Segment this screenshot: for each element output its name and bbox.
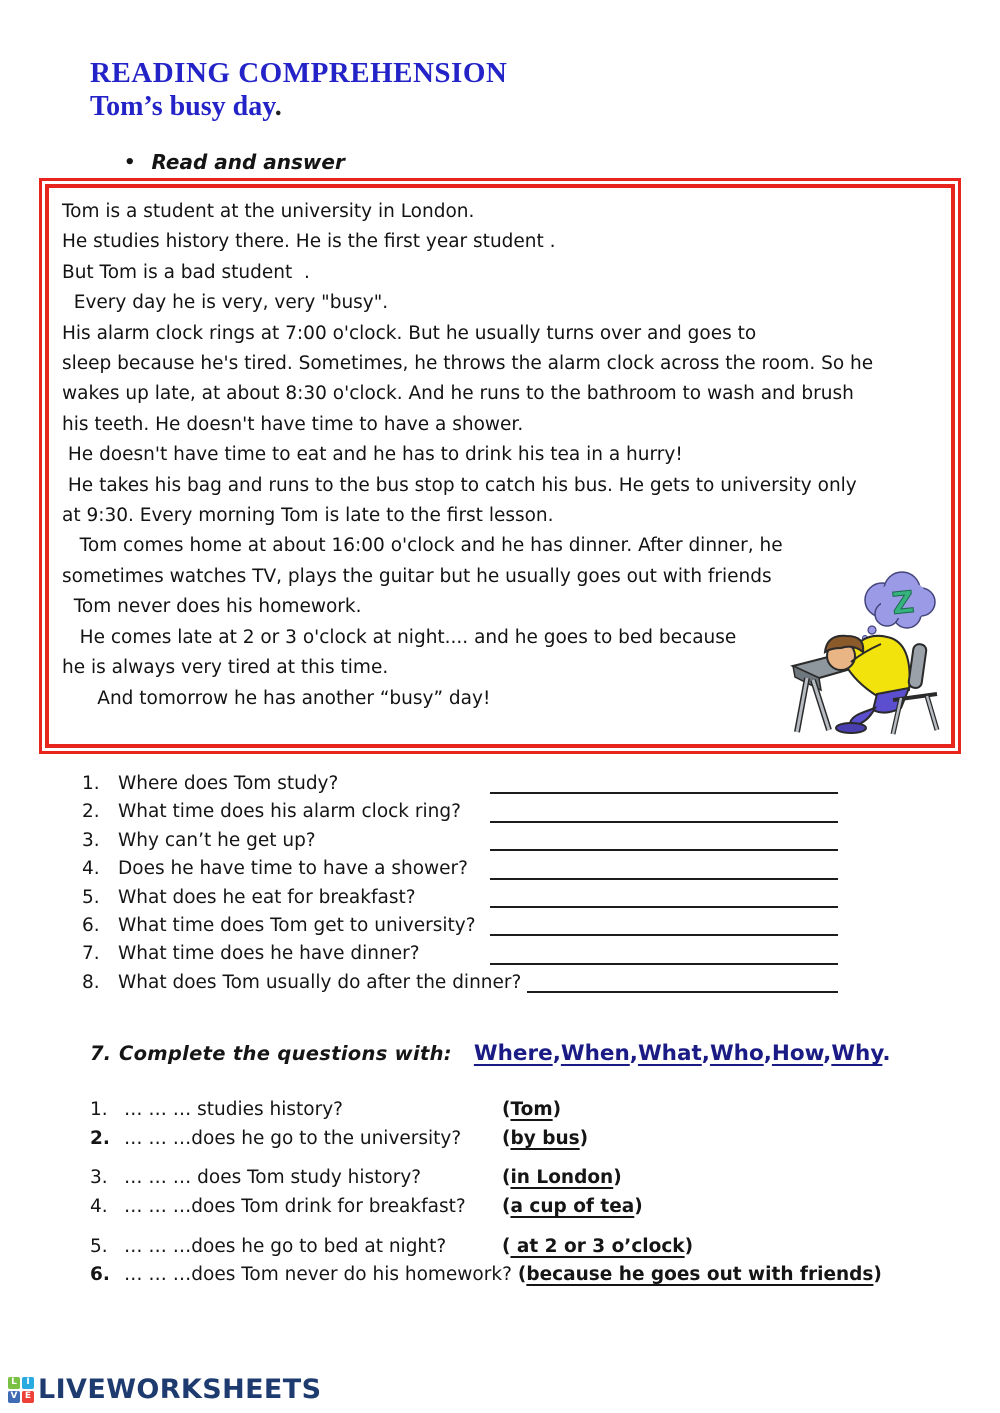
question-text: What time does he have dinner? — [118, 943, 420, 965]
complete-item-row — [90, 1233, 920, 1262]
passage-line: he is always very tired at this time. — [62, 657, 389, 679]
item-prompt[interactable]: … … …does Tom never do his homework? — [124, 1264, 512, 1286]
paren-close: ) — [684, 1235, 694, 1257]
question-word: Where — [473, 1041, 553, 1067]
word-separator: , — [701, 1041, 710, 1067]
answer-blank-line[interactable] — [527, 971, 838, 993]
paren-close: ) — [579, 1127, 589, 1149]
item-answer — [502, 1233, 693, 1262]
passage-line: Tom is a student at the university in London. — [62, 201, 475, 222]
question-word: When — [560, 1041, 630, 1067]
question-word: What — [637, 1041, 702, 1067]
logo-letter: I — [22, 1377, 34, 1389]
question-text: What time does his alarm clock ring? — [118, 801, 461, 823]
answer-blank-line[interactable] — [490, 801, 838, 823]
passage-line: And tomorrow he has another “busy” day! — [62, 687, 491, 709]
sleeping-student-illustration — [789, 568, 947, 740]
logo-letter: V — [8, 1391, 20, 1403]
item-prompt[interactable]: … … …does he go to the university? — [124, 1127, 462, 1149]
passage-line: Tom comes home at about 16:00 o'clock and he has dinner. After dinner, he — [62, 535, 783, 557]
answer-blank-line[interactable] — [490, 858, 838, 880]
question-row — [82, 884, 838, 912]
svg-text:Z: Z — [890, 584, 916, 622]
reading-passage-box — [45, 184, 955, 748]
question-text: Why can’t he get up? — [118, 829, 316, 851]
thought-bubble-icon — [863, 572, 936, 641]
item-answer — [518, 1261, 882, 1290]
question-text: What time does Tom get to university? — [118, 914, 476, 936]
item-number: 6. — [90, 1264, 110, 1286]
question-text: Does he have time to have a shower? — [118, 858, 468, 880]
question-number: 7. — [82, 943, 100, 965]
word-separator: , — [552, 1041, 561, 1067]
question-text: Where does Tom study? — [118, 772, 339, 794]
answer-text: in London — [510, 1167, 614, 1189]
question-word: How — [771, 1041, 824, 1067]
bullet-icon: • — [124, 151, 136, 173]
question-number: 5. — [82, 886, 100, 908]
question-text: What does he eat for breakfast? — [118, 886, 416, 908]
complete-item-row — [90, 1261, 920, 1290]
paren-close: ) — [613, 1167, 622, 1189]
word-separator: , — [629, 1041, 638, 1067]
answer-blank-line[interactable] — [490, 772, 838, 794]
questions-list — [82, 770, 838, 997]
page-subtitle-row — [90, 90, 1000, 124]
item-number: 4. — [90, 1195, 108, 1217]
question-number: 6. — [82, 914, 100, 936]
answer-text: at 2 or 3 o’clock — [510, 1235, 685, 1257]
complete-questions-list — [90, 1096, 920, 1290]
passage-line: wakes up late, at about 8:30 o'clock. And he runs to the bathroom to wash and brush — [62, 383, 854, 405]
question-word: Who — [709, 1041, 764, 1067]
instruction-label: Read and answer — [151, 150, 345, 174]
paren-open: ( — [517, 1264, 527, 1286]
paren-open: ( — [502, 1195, 511, 1217]
passage-line: He takes his bag and runs to the bus stop to catch his bus. He gets to university only — [62, 474, 857, 496]
passage-line: his teeth. He doesn't have time to have a shower. — [62, 413, 524, 435]
question-row — [82, 940, 838, 968]
answer-blank-line[interactable] — [490, 886, 838, 908]
question-number: 1. — [82, 772, 100, 794]
question-row — [82, 770, 838, 798]
passage-line: Tom never does his homework. — [62, 596, 362, 618]
header — [90, 56, 1000, 124]
item-answer — [502, 1164, 622, 1193]
page-title: READING COMPREHENSION — [90, 57, 508, 89]
answer-blank-line[interactable] — [490, 914, 838, 936]
passage-line: But Tom is a bad student . — [62, 261, 310, 283]
paren-close: ) — [634, 1195, 643, 1217]
instruction-row — [124, 150, 1000, 174]
subtitle-period: . — [274, 91, 282, 122]
question-text: What does Tom usually do after the dinner? — [118, 971, 522, 993]
item-answer — [502, 1125, 588, 1154]
item-answer — [502, 1096, 561, 1125]
question-number: 4. — [82, 858, 100, 880]
item-prompt[interactable]: … … …does he go to bed at night? — [124, 1235, 447, 1257]
item-answer — [502, 1193, 643, 1222]
page-subtitle: Tom’s busy day — [90, 91, 275, 122]
paren-open: ( — [502, 1127, 511, 1149]
section7-number: 7. — [90, 1042, 111, 1066]
paren-close: ) — [552, 1099, 562, 1121]
item-number: 1. — [90, 1099, 108, 1121]
answer-text: a cup of tea — [510, 1195, 635, 1217]
answer-text: Tom — [510, 1099, 553, 1121]
item-number: 2. — [90, 1127, 110, 1149]
passage-wrap — [45, 184, 955, 748]
passage-line: at 9:30. Every morning Tom is late to the first lesson. — [62, 505, 554, 527]
sentence-period: . — [882, 1041, 891, 1067]
complete-item-row — [90, 1193, 920, 1222]
paren-close: ) — [873, 1264, 882, 1286]
question-number: 8. — [82, 971, 100, 993]
passage-line: Every day he is very, very "busy". — [62, 292, 389, 314]
item-prompt[interactable]: … … … does Tom study history? — [124, 1167, 422, 1189]
passage-line: He doesn't have time to eat and he has to drink his tea in a hurry! — [62, 444, 683, 466]
answer-blank-line[interactable] — [490, 829, 838, 851]
item-number: 5. — [90, 1235, 108, 1257]
question-row — [82, 855, 838, 883]
passage-line: He comes late at 2 or 3 o'clock at night.... and he goes to bed because — [62, 626, 737, 648]
question-row — [82, 969, 838, 997]
footer — [8, 1374, 321, 1405]
paren-open: ( — [502, 1167, 511, 1189]
passage-line: His alarm clock rings at 7:00 o'clock. But he usually turns over and goes to — [62, 322, 757, 344]
question-number: 3. — [82, 829, 100, 851]
question-row — [82, 827, 838, 855]
word-separator: , — [763, 1041, 772, 1067]
question-row — [82, 912, 838, 940]
item-prompt[interactable]: … … …does Tom drink for breakfast? — [124, 1195, 466, 1217]
item-prompt[interactable]: … … … studies history? — [124, 1099, 343, 1121]
answer-blank-line[interactable] — [490, 943, 838, 965]
paren-open: ( — [502, 1099, 511, 1121]
complete-item-row — [90, 1164, 920, 1193]
liveworksheets-logo-icon[interactable] — [8, 1377, 34, 1403]
question-words — [474, 1041, 891, 1066]
question-word: Why — [831, 1041, 883, 1067]
logo-letter: L — [8, 1377, 20, 1389]
answer-text: because he goes out with friends — [526, 1264, 874, 1286]
complete-item-row — [90, 1096, 920, 1125]
question-number: 2. — [82, 801, 100, 823]
answer-text: by bus — [510, 1127, 580, 1149]
brand-name[interactable]: LIVEWORKSHEETS — [38, 1374, 322, 1405]
complete-item-row — [90, 1125, 920, 1154]
item-number: 3. — [90, 1167, 108, 1189]
paren-open: ( — [502, 1235, 511, 1257]
logo-letter: E — [22, 1391, 34, 1403]
passage-line: sleep because he's tired. Sometimes, he throws the alarm clock across the room. So he — [62, 353, 874, 375]
word-separator: , — [823, 1041, 832, 1067]
section7-title: Complete the questions with: — [118, 1042, 452, 1066]
passage-line: He studies history there. He is the first year student . — [62, 231, 556, 253]
section7-header — [90, 1041, 1000, 1066]
passage-line: sometimes watches TV, plays the guitar but he usually goes out with friends — [62, 565, 772, 587]
question-row — [82, 798, 838, 826]
